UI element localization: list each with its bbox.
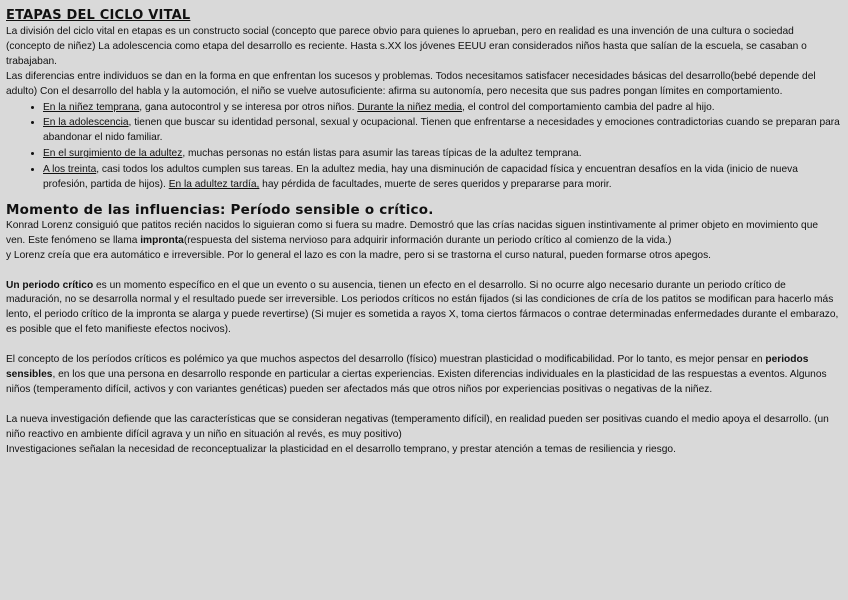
section-title-etapas: ETAPAS DEL CICLO VITAL	[6, 8, 191, 23]
paragraph-investigaciones: Investigaciones señalan la necesidad de reconceptualizar la plasticidad en el desarrollo temprano, y prestar atención a temas de resiliencia y riesgo.	[6, 443, 676, 455]
underlined-term: Durante la niñez media	[357, 101, 463, 113]
bold-term-periodo-critico: Un periodo crítico	[6, 279, 94, 291]
document-page	[6, 8, 840, 457]
text-run: El concepto de los períodos críticos es polémico ya que muchos aspectos del desarrollo (físico) muestran plasticidad o modificabilidad. Por lo tanto, es mejor pensar en	[6, 354, 766, 366]
list-item-adultez	[43, 146, 840, 162]
bullet-list-etapas	[6, 100, 840, 193]
text-run: es un momento específico en el que un evento o su ausencia, tienen un efecto en el desarrollo. Si no ocurre algo necesario durante un periodo crítico de maduración, no se desarrolla normal y el resultado puede ser irreversible. Los periodos críticos no están fijados (si las condiciones de cría de los patitos se modifican para hacerlo más lento, el periodo crítico de la impronta se alarga y puede revertirse) (Si mujer es sometida a rayos X, toma ciertos fármacos o contrae determinadas enfermedades durante el embarazo, es posible que el feto manifieste efectos nocivos).	[6, 279, 839, 336]
paragraph-lorenz	[6, 219, 840, 249]
underlined-term: A los treinta	[43, 164, 97, 176]
spacer	[6, 193, 840, 202]
paragraph-diferencias: Las diferencias entre individuos se dan en la forma en que enfrentan los sucesos y problemas. Todos necesitamos satisfacer necesidades básicas del desarrollo(bebé depende del adulto) Con el desarrollo del habla y la automoción, el niño se vuelve autosuficiente: afirma su autonomía, pero necesita que sus padres pongan límites en comportamiento.	[6, 70, 816, 97]
list-item-adolescencia	[43, 115, 840, 146]
spacer	[6, 264, 840, 279]
text-run: , en los que una persona en desarrollo responde en particular a ciertas experiencias. Existen diferencias individuales en la plasticidad de las respuestas a eventos. Algunos niños (temperamento difícil, activos y con variantes genéticas) pueden ser afectados más que otros niños por experiencias positivas o negativas de la niñez.	[6, 369, 827, 395]
list-item-treinta	[43, 162, 840, 193]
text-run: (respuesta del sistema nervioso para adquirir información durante un periodo crítico al comienzo de la vida.)	[183, 234, 672, 246]
list-item-ninez	[43, 100, 840, 116]
underlined-term: En el surgimiento de la adultez	[43, 148, 183, 160]
list-item-text: , gana autocontrol y se interesa por otros niños.	[139, 101, 358, 113]
list-item-text: hay pérdida de facultades, muerte de seres queridos y prepararse para morir.	[259, 179, 612, 191]
underlined-term: En la niñez temprana	[43, 101, 140, 113]
spacer	[6, 398, 840, 413]
section-title-influencias: Momento de las influencias: Período sensible o crítico.	[6, 201, 434, 218]
paragraph-lorenz-cont: y Lorenz creía que era automático e irreversible. Por lo general el lazo es con la madre, pero si se trastorna el curso natural, pueden formarse otros apegos.	[6, 249, 712, 261]
paragraph-periodo-critico	[6, 279, 840, 339]
spacer	[6, 338, 840, 353]
list-item-text: , tienen que buscar su identidad personal, sexual y ocupacional. Tienen que enfrentarse a necesidades y emociones contradictorias cuando se preparan para abandonar el nido familiar.	[43, 117, 840, 144]
text-run: Konrad Lorenz consiguió que patitos recién nacidos lo siguieran como si fuera su madre. Demostró que las crías nacidas siguen instintivamente al primer objeto en movimiento que ven. Este fenómeno se llama	[6, 219, 819, 246]
bold-term-periodos-sensibles: periodos sensibles	[6, 354, 809, 380]
list-item-text: , muchas personas no están listas para asumir las tareas típicas de la adultez temprana.	[182, 148, 582, 160]
list-item-text: , casi todos los adultos cumplen sus tareas. En la adultez media, hay una disminución de capacidad física y encuentran desafíos en la vida (inicio de nueva profesión, partida de hijos).	[43, 164, 798, 191]
paragraph-periodos-sensibles	[6, 353, 840, 398]
underlined-term: En la adultez tardía,	[168, 179, 260, 191]
paragraph-nueva-investigacion: La nueva investigación defiende que las características que se consideran negativas (temperamento difícil), en realidad pueden ser positivas cuando el medio apoya el desarrollo. (un niño reactivo en ambiente difícil agrava y un niño en situación al revés, es muy positivo)	[6, 413, 829, 440]
bold-term-impronta: impronta	[140, 234, 184, 246]
underlined-term: En la adolescencia	[43, 117, 129, 129]
list-item-text: , el control del comportamiento cambia del padre al hijo.	[462, 101, 715, 113]
paragraph-ciclo-vital: La división del ciclo vital en etapas es un constructo social (concepto que parece obvio para quienes lo aprueban, pero en realidad es una invención de una cultura o sociedad (concepto de niñez) La adolescencia como etapa del desarrollo es reciente. Hasta s.XX los jóvenes EEUU eran considerados niños hasta que salían de la escuela, se casaban o trabajaban.	[6, 26, 807, 67]
